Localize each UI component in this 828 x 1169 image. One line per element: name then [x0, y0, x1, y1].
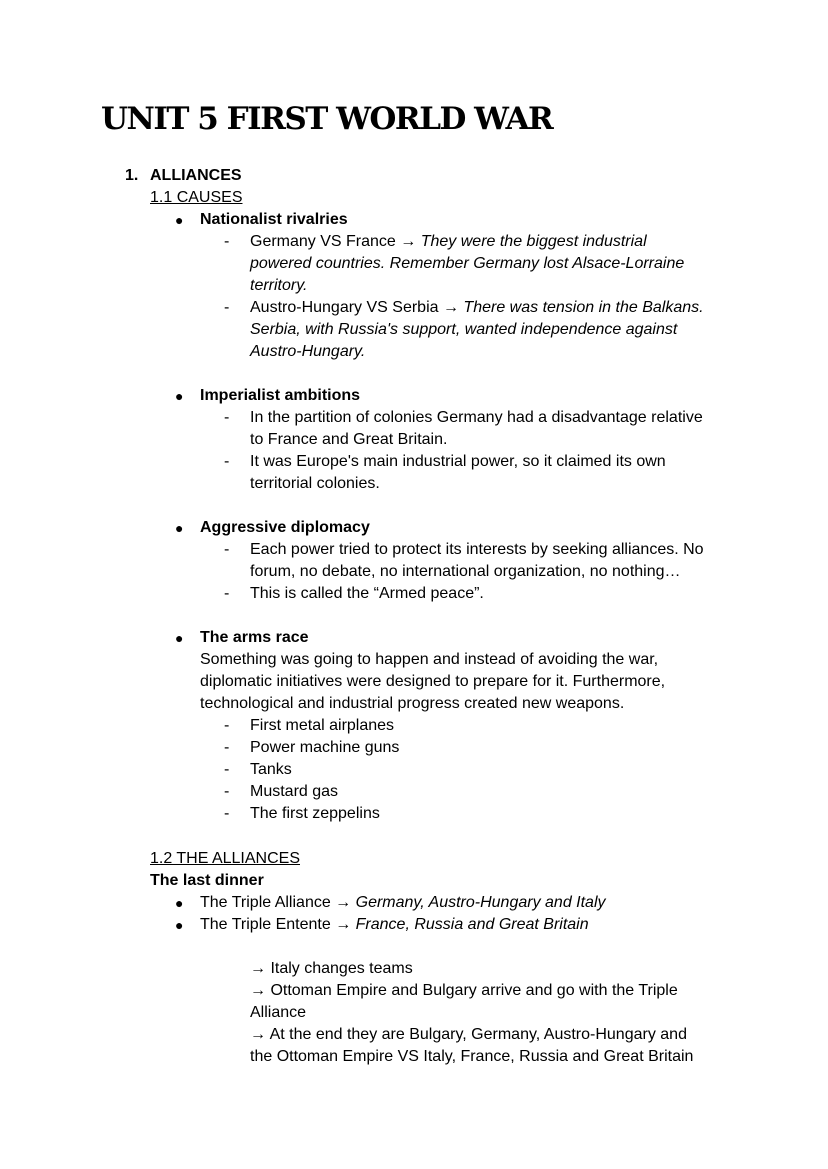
dash-icon: -	[224, 453, 230, 470]
item-text: Germany VS France →	[250, 233, 421, 250]
page-title: UNIT 5 FIRST WORLD WAR	[101, 101, 553, 137]
bullet-icon: ●	[175, 895, 184, 911]
item-emphasis: There was tension in the Balkans.	[463, 299, 704, 316]
list-number: 1.	[125, 167, 139, 184]
dash-icon: -	[224, 783, 230, 800]
list-item: This is called the “Armed peace”.	[250, 585, 484, 602]
paragraph-line: technological and industrial progress created new weapons.	[200, 695, 625, 712]
subsection-alliances: 1.2 THE ALLIANCES	[150, 850, 300, 867]
section-heading: ALLIANCES	[150, 167, 242, 184]
arrow-note: → Italy changes teams	[250, 960, 413, 977]
item-continuation: forum, no debate, no international organization, no nothing…	[250, 563, 681, 580]
list-item: Each power tried to protect its interests by seeking alliances. No	[250, 541, 704, 558]
weapon-item: Tanks	[250, 761, 292, 778]
weapon-item: First metal airplanes	[250, 717, 395, 734]
item-continuation: to France and Great Britain.	[250, 431, 448, 448]
item-continuation: powered countries. Remember Germany lost Alsace-Lorraine	[250, 255, 685, 272]
dash-icon: -	[224, 805, 230, 822]
item-emphasis: France, Russia and Great Britain	[355, 916, 589, 933]
subsection-causes: 1.1 CAUSES	[150, 189, 243, 206]
weapon-item: Mustard gas	[250, 783, 339, 800]
cause-label-imperialist: Imperialist ambitions	[200, 387, 361, 404]
list-item: In the partition of colonies Germany had a disadvantage relative	[250, 409, 703, 426]
bullet-icon: ●	[175, 917, 184, 933]
dash-icon: -	[224, 739, 230, 756]
paragraph-line: diplomatic initiatives were designed to prepare for it. Furthermore,	[200, 673, 666, 690]
bullet-icon: ●	[175, 520, 184, 536]
arrow-note-continuation: the Ottoman Empire VS Italy, France, Russia and Great Britain	[250, 1048, 694, 1065]
item-continuation: territory.	[250, 277, 308, 294]
cause-label-arms-race: The arms race	[200, 629, 309, 646]
item-emphasis: Germany, Austro-Hungary and Italy	[355, 894, 606, 911]
arrow-note: → Ottoman Empire and Bulgary arrive and go with the Triple	[250, 982, 678, 999]
item-emphasis: They were the biggest industrial	[420, 233, 647, 250]
dash-icon: -	[224, 761, 230, 778]
cause-label-nationalist: Nationalist rivalries	[200, 211, 348, 228]
bullet-icon: ●	[175, 388, 184, 404]
paragraph-line: Something was going to happen and instead of avoiding the war,	[200, 651, 659, 668]
bullet-icon: ●	[175, 212, 184, 228]
arrow-note-continuation: Alliance	[250, 1004, 307, 1021]
list-item	[250, 297, 704, 319]
cause-label-diplomacy: Aggressive diplomacy	[200, 519, 370, 536]
weapon-item: The first zeppelins	[250, 805, 380, 822]
weapon-item: Power machine guns	[250, 739, 400, 756]
arrow-note: → At the end they are Bulgary, Germany, Austro-Hungary and	[250, 1026, 687, 1043]
item-continuation: Serbia, with Russia's support, wanted independence against	[250, 321, 678, 338]
dash-icon: -	[224, 299, 230, 316]
alliance-item	[200, 892, 606, 914]
bullet-icon: ●	[175, 630, 184, 646]
bold-heading: The last dinner	[150, 872, 264, 889]
alliance-item	[200, 914, 589, 936]
dash-icon: -	[224, 717, 230, 734]
item-text: Austro-Hungary VS Serbia →	[250, 299, 464, 316]
dash-icon: -	[224, 233, 230, 250]
list-item	[250, 231, 647, 253]
dash-icon: -	[224, 409, 230, 426]
item-continuation: Austro-Hungary.	[250, 343, 366, 360]
dash-icon: -	[224, 541, 230, 558]
dash-icon: -	[224, 585, 230, 602]
list-item: It was Europe's main industrial power, so it claimed its own	[250, 453, 666, 470]
item-continuation: territorial colonies.	[250, 475, 380, 492]
item-text: The Triple Entente →	[200, 916, 356, 933]
item-text: The Triple Alliance →	[200, 894, 356, 911]
